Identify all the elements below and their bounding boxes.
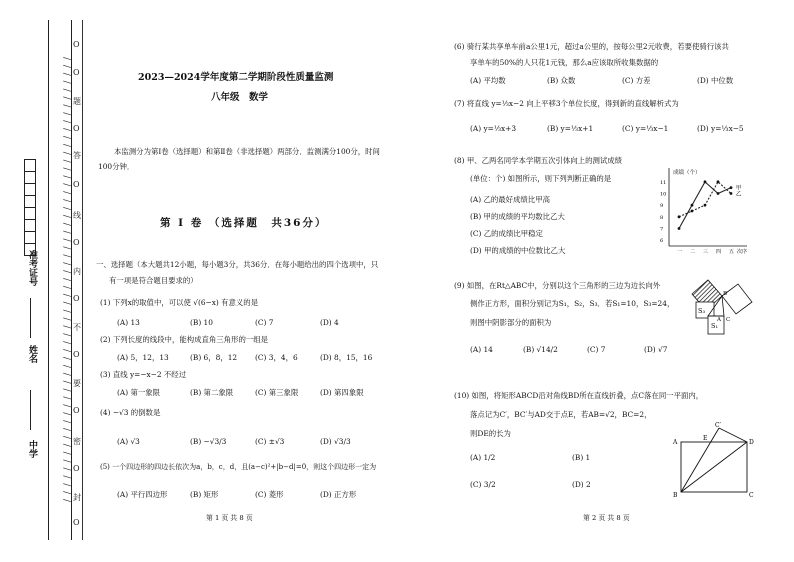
question-3-option-d[interactable]: (D) 第四象限 (320, 388, 364, 397)
y-tick-label: 10 (660, 191, 667, 198)
binding-circle: O (73, 518, 80, 527)
instruction-line-1: 一、选择题（本大题共12小题，每小题3分，共36分．在每小题给出的四个选项中，只 (96, 260, 379, 269)
exam-subtitle: 八年级 数学 (211, 92, 269, 103)
question-6-option-c[interactable]: (C) 方差 (622, 76, 651, 85)
label-c: C (726, 317, 731, 323)
segment-bc-prime (681, 428, 719, 492)
x-axis-label: 次序 (737, 249, 748, 255)
binding-word: 线 (73, 211, 81, 220)
question-10-option-c[interactable]: (C) 3/2 (470, 480, 496, 489)
section-title: 第 Ⅰ 卷 （选择题 共36分） (160, 217, 328, 229)
data-point (730, 192, 733, 195)
question-7-option-d[interactable]: (D) y=⅓x−5 (697, 124, 744, 133)
question-9-stem: (9) 如图，在Rt△ABC中，分别以这个三角形的三边为边长向外 (454, 281, 661, 290)
question-7-option-c[interactable]: (C) y=⅓x−1 (622, 124, 669, 133)
y-tick-label: 6 (660, 238, 664, 245)
question-5-option-b[interactable]: (B) 矩形 (190, 490, 219, 499)
figure-10 (669, 420, 759, 500)
data-point (704, 180, 707, 183)
label-b: B (673, 492, 678, 499)
question-8-stem: (8) 甲、乙两名同学本学期五次引体向上的测试成绩 (454, 156, 623, 165)
data-point (678, 215, 681, 218)
question-9-option-b[interactable]: (B) √14/2 (523, 345, 558, 354)
question-3-option-a[interactable]: (A) 第一象限 (117, 388, 161, 397)
question-9-stem-3: 则图中阴影部分的面积为 (470, 318, 552, 327)
intro-line-2: 100分钟． (98, 162, 135, 171)
name-label: 姓名 (27, 345, 37, 363)
question-10-option-d[interactable]: (D) 2 (572, 480, 591, 489)
label-d: D (749, 439, 754, 446)
question-7-option-b[interactable]: (B) y=⅓x+1 (547, 124, 594, 133)
binding-word: 不 (73, 323, 81, 332)
question-10-stem-3: 则DE的长为 (470, 429, 511, 438)
data-point (691, 204, 694, 207)
figure-9 (682, 276, 757, 341)
question-10-stem: (10) 如图，将矩形ABCD沿对角线BD所在直线折叠，点C落在同一平面内， (454, 391, 704, 400)
question-9-option-c[interactable]: (C) 7 (587, 345, 606, 354)
question-6-option-b[interactable]: (B) 众数 (547, 76, 576, 85)
binding-word: 内 (73, 267, 81, 276)
school-underline (30, 390, 31, 430)
diagonal-bd (681, 442, 747, 492)
question-8-option-a[interactable]: (A) 乙的最好成绩比甲高 (470, 195, 550, 204)
series-line-乙 (679, 182, 731, 217)
question-5-option-c[interactable]: (C) 菱形 (255, 490, 284, 499)
data-point (730, 186, 733, 189)
question-6-option-d[interactable]: (D) 中位数 (697, 76, 734, 85)
page-right (397, 0, 794, 562)
question-3-option-c[interactable]: (C) 第三象限 (255, 388, 299, 397)
question-5-stem: (5) 一个四边形的四边长依次为a，b，c，d，且(a−c)²+|b−d|=0，则这个四边形一定为 (100, 463, 377, 471)
question-6-stem: (6) 骑行某共享单车前a公里1元，超过a公里的，按每公里2元收费，若要使骑行该共 (454, 42, 729, 51)
question-6-option-a[interactable]: (A) 平均数 (470, 76, 506, 85)
legend-甲: 甲 (736, 185, 742, 192)
x-tick-label: 四 (716, 249, 722, 255)
binding-circle: O (73, 124, 80, 133)
question-6-stem-2: 享单车的50%的人只花1元钱，那么a应该取所收集数据的 (470, 58, 659, 67)
question-10-option-b[interactable]: (B) 1 (572, 453, 591, 462)
question-10-stem-2: 落点记为C′，BC′与AD交于点E，若AB=√2，BC=2， (470, 410, 652, 419)
footer-right: 第 2 页 共 8 页 (583, 514, 630, 522)
exam-number-boxes[interactable] (24, 160, 34, 256)
legend-乙: 乙 (736, 191, 742, 198)
binding-circle: O (73, 68, 80, 77)
school-label: 中学 (27, 440, 37, 458)
question-9-stem-2: 侧作正方形，面积分别记为S₁，S₂，S₃．若S₁=10，S₃=24， (470, 299, 675, 308)
label-a: A (717, 317, 721, 323)
question-4-stem: (4) −√3 的倒数是 (100, 408, 161, 417)
question-2-option-a[interactable]: (A) 5，12，13 (117, 353, 169, 362)
data-point (717, 180, 720, 183)
x-tick-label: 三 (703, 249, 709, 255)
question-8-option-d[interactable]: (D) 甲的成绩的中位数比乙大 (470, 246, 566, 255)
data-point (717, 192, 720, 195)
question-4-option-c[interactable]: (C) ±√3 (255, 437, 285, 446)
label-c-prime: C′ (715, 422, 721, 429)
question-5-option-d[interactable]: (D) 正方形 (320, 490, 357, 499)
name-underline (30, 298, 31, 338)
binding-line-right (82, 20, 83, 540)
binding-word: 题 (73, 97, 81, 106)
binding-circle: O (73, 40, 80, 49)
binding-circle: O (73, 238, 80, 247)
exam-number-label: 准考证号 (27, 250, 37, 286)
question-2-stem: (2) 下列长度的线段中，能构成直角三角形的一组是 (100, 335, 269, 344)
question-8-stem-2: (单位：个) 如图所示，则下列判断正确的是 (470, 174, 612, 183)
binding-circle: O (73, 294, 80, 303)
binding-circle: O (73, 180, 80, 189)
binding-word: 要 (73, 379, 81, 388)
label-b: B (723, 291, 728, 297)
question-2-option-b[interactable]: (B) 6，8，12 (190, 353, 238, 362)
question-3-stem: (3) 直线 y=−x−2 不经过 (100, 370, 187, 379)
data-point (704, 204, 707, 207)
x-tick-label: 一 (677, 249, 683, 255)
binding-circle: O (73, 406, 80, 415)
instruction-line-2: 有一项是符合题目要求的） (109, 276, 198, 285)
question-4-option-d[interactable]: (D) √3/3 (320, 437, 351, 446)
label-s3: S₃ (698, 307, 706, 315)
binding-strip (48, 20, 72, 540)
question-4-option-b[interactable]: (B) −√3/3 (190, 437, 227, 446)
label-e: E (703, 435, 708, 442)
question-4-option-a[interactable]: (A) √3 (117, 437, 140, 446)
question-1-option-b[interactable]: (B) 10 (190, 318, 213, 327)
x-tick-label: 五 (729, 249, 735, 255)
question-8-option-c[interactable]: (C) 乙的成绩比甲稳定 (470, 229, 543, 238)
question-1-stem: (1) 下列x的取值中，可以使 √(6−x) 有意义的是 (100, 298, 259, 307)
chart-title: 成绩（个） (673, 170, 701, 176)
intro-line-1: 本监测分为第Ⅰ卷（选择题）和第Ⅱ卷（非选择题）两部分．监测满分100分，时间 (114, 147, 380, 156)
question-9-option-d[interactable]: (D) √7 (644, 345, 668, 354)
binding-word: 答 (73, 151, 81, 160)
y-tick-label: 7 (660, 226, 664, 233)
binding-word: 封 (73, 493, 81, 502)
binding-circle: O (73, 464, 80, 473)
question-2-option-c[interactable]: (C) 3，4，6 (255, 353, 298, 362)
question-9-option-a[interactable]: (A) 14 (470, 345, 493, 354)
question-1-option-a[interactable]: (A) 13 (117, 318, 140, 327)
question-1-option-c[interactable]: (C) 7 (255, 318, 274, 327)
segment-c-prime-d (719, 428, 747, 442)
y-tick-label: 8 (660, 214, 664, 221)
question-7-option-a[interactable]: (A) y=⅓x+3 (470, 124, 517, 133)
label-s1: S₁ (711, 322, 719, 330)
data-point (691, 210, 694, 213)
binding-slashes: / / / / / / / / / / / / / / / / / / / / / / / / / / / / / / / / / / / / / / / / / / / / / / / / / / / / / / / / / (61, 56, 71, 504)
data-point (678, 227, 681, 230)
question-2-option-d[interactable]: (D) 8，15，16 (320, 353, 373, 362)
binding-word: 密 (73, 437, 81, 446)
binding-circle: O (73, 350, 80, 359)
question-10-option-a[interactable]: (A) 1/2 (470, 453, 496, 462)
square-s2 (722, 284, 752, 314)
question-3-option-b[interactable]: (B) 第二象限 (190, 388, 234, 397)
label-a: A (673, 439, 678, 446)
question-7-stem: (7) 将直线 y=⅓x−2 向上平移3个单位长度，得到新的直线解析式为 (454, 99, 679, 108)
question-1-option-d[interactable]: (D) 4 (320, 318, 339, 327)
exam-title: 2023—2024学年度第二学期阶段性质量监测 (138, 72, 334, 83)
line-chart (655, 160, 775, 260)
x-tick-label: 二 (690, 249, 696, 255)
label-c: C (749, 492, 754, 499)
y-tick-label: 11 (660, 179, 667, 186)
footer-left: 第 1 页 共 8 页 (206, 514, 253, 522)
y-tick-label: 9 (660, 203, 664, 210)
question-5-option-a[interactable]: (A) 平行四边形 (117, 490, 168, 499)
question-8-option-b[interactable]: (B) 甲的成绩的平均数比乙大 (470, 212, 565, 221)
